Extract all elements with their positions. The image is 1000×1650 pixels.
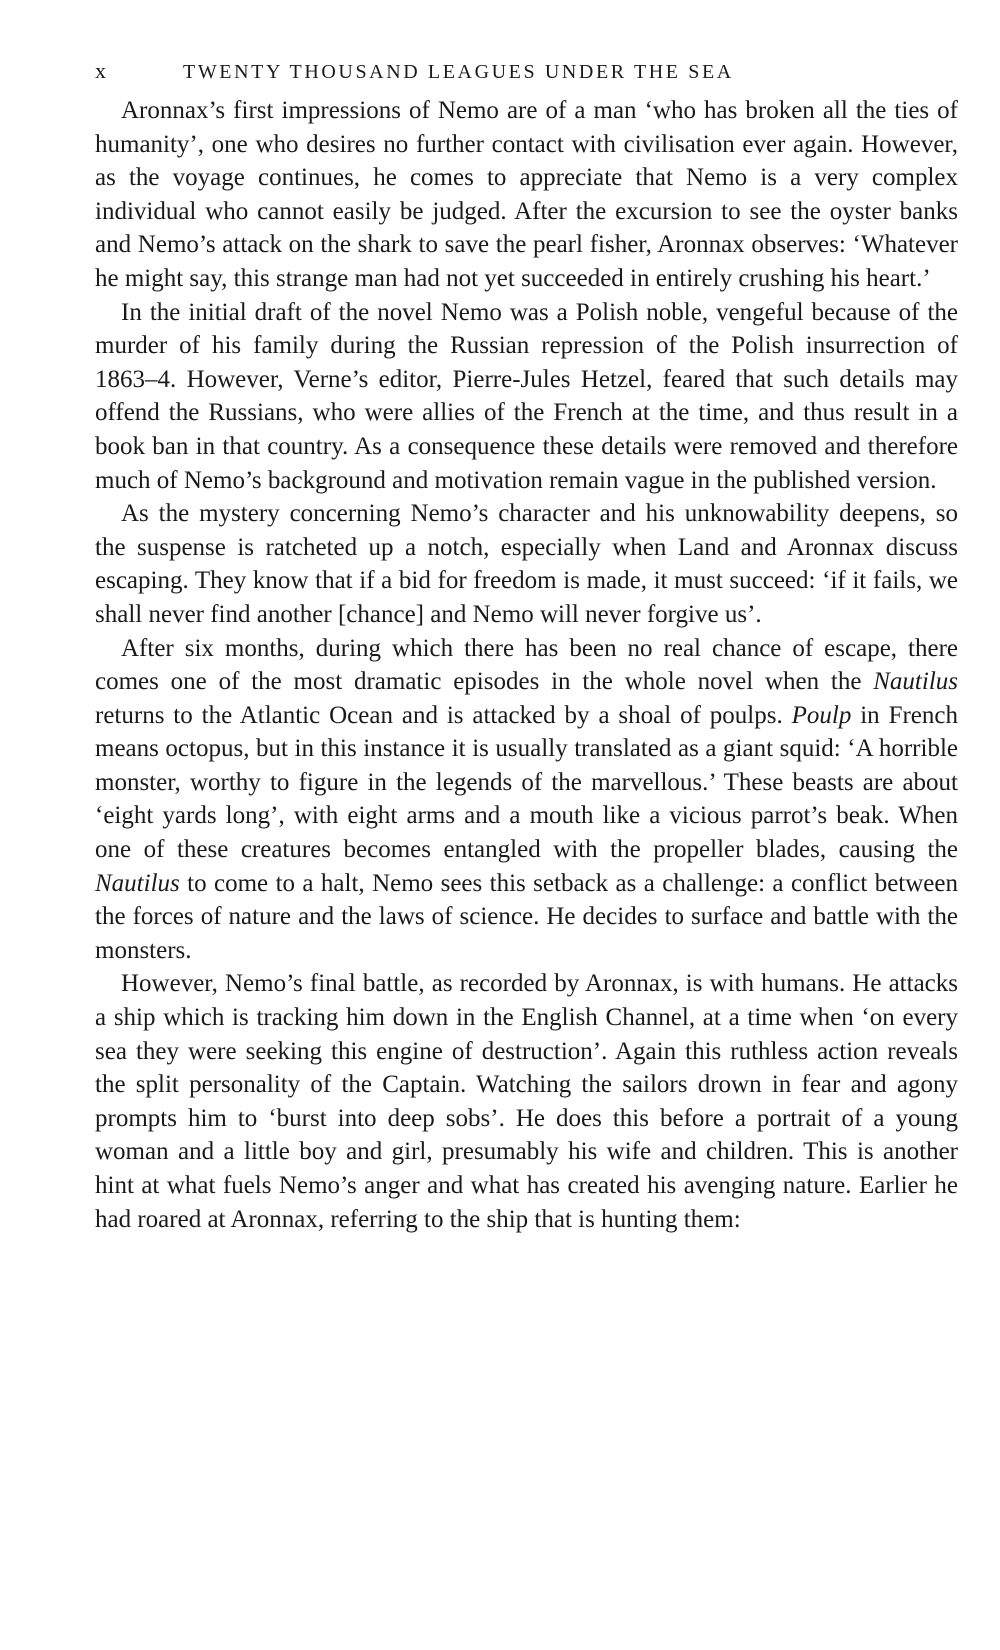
- paragraph: [95, 497, 958, 631]
- paragraph-text: returns to the Atlantic Ocean and is attacked by a shoal of poulps.: [95, 701, 792, 729]
- paragraph: [95, 632, 958, 968]
- running-title: TWENTY THOUSAND LEAGUES UNDER THE SEA: [183, 61, 734, 83]
- ship-name-italic: Nautilus: [873, 668, 958, 696]
- paragraph-text: However, Nemo’s final battle, as recorded by Aronnax, is with humans. He attacks a ship which is tracking him down in the English Channel, at a time when ‘on every sea they were seeking this engine of destruction’. Again this ruthless action reveals the split personality of the Captain. Watching the sailors drown in fear and agony prompts him to ‘burst into deep sobs’. He does this before a portrait of a young woman and a little boy and girl, presumably his wife and children. This is another hint at what fuels Nemo’s anger and what has created his avenging nature. Earlier he had roared at Aronnax, referring to the ship that is hunting them:: [95, 970, 958, 1233]
- ship-name-italic: Nautilus: [95, 869, 180, 897]
- paragraph: [95, 94, 958, 296]
- body-text: [95, 94, 958, 1236]
- book-page: [95, 58, 958, 1236]
- running-head: [95, 58, 958, 94]
- paragraph-text: After six months, during which there has been no real chance of escape, there comes one of the most dramatic episodes in the whole novel when the: [95, 634, 958, 696]
- page-number: x: [95, 58, 106, 83]
- paragraph-text: In the initial draft of the novel Nemo was a Polish noble, vengeful because of the murder of his family during the Russian repression of the Polish insurrection of 1863–4. However, Verne’s editor, Pierre-Jules Hetzel, feared that such details may offend the Russians, who were allies of the French at the time, and thus result in a book ban in that country. As a consequence these details were removed and therefore much of Nemo’s background and motivation remain vague in the published version.: [95, 298, 958, 494]
- paragraph: [95, 967, 958, 1236]
- paragraph-text: Aronnax’s first impressions of Nemo are of a man ‘who has broken all the ties of humanity’, one who desires no further contact with civilisation ever again. However, as the voyage continues, he comes to appreciate that Nemo is a very complex individual who cannot easily be judged. After the excursion to see the oyster banks and Nemo’s attack on the shark to save the pearl fisher, Aronnax observes: ‘Whatever he might say, this strange man had not yet succeeded in entirely crushing his heart.’: [95, 97, 958, 292]
- paragraph: [95, 296, 958, 498]
- foreign-term-italic: Poulp: [791, 701, 852, 729]
- paragraph-text: to come to a halt, Nemo sees this setback as a challenge: a conflict between the forces of nature and the laws of science. He decides to surface and battle with the monsters.: [95, 869, 958, 964]
- paragraph-text: in French means octopus, but in this instance it is usually translated as a giant squid: ‘A horrible monster, worthy to figure in the legends of the marvellous.’ These beasts are about ‘eight yards long’, with eight arms and a mouth like a vicious parrot’s beak. When one of these creatures becomes entangled with the propeller blades, causing the: [95, 701, 958, 864]
- paragraph-text: As the mystery concerning Nemo’s character and his unknowability deepens, so the suspense is ratcheted up a notch, especially when Land and Aronnax discuss escaping. They know that if a bid for freedom is made, it must succeed: ‘if it fails, we shall never find another [chance] and Nemo will never forgive us’.: [95, 500, 958, 628]
